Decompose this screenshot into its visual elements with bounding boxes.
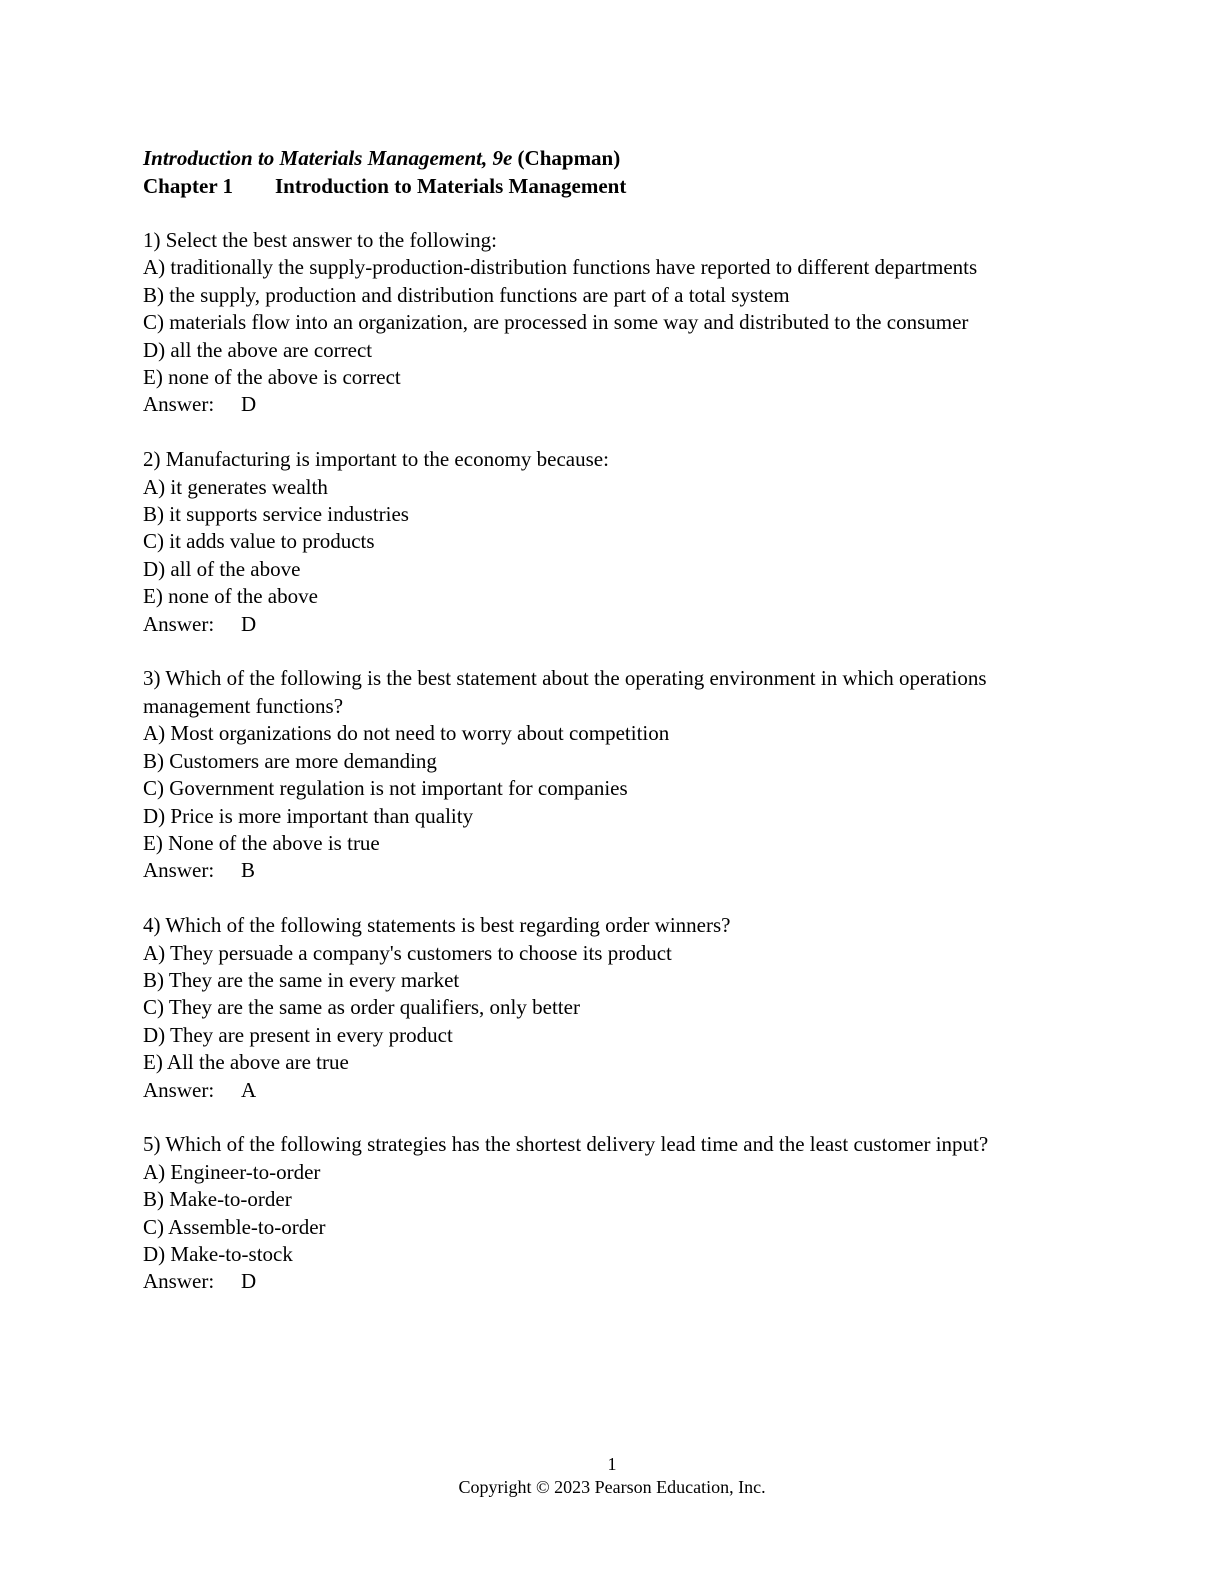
option-b: B) Customers are more demanding xyxy=(143,748,437,773)
question-1 xyxy=(143,227,1083,419)
option-c: C) it adds value to products xyxy=(143,529,375,554)
answer-line xyxy=(143,611,1083,638)
question-4 xyxy=(143,912,1083,1104)
option-a: A) traditionally the supply-production-distribution functions have reported to different departments xyxy=(143,255,978,280)
option-d: D) Make-to-stock xyxy=(143,1241,293,1266)
answer-value: B xyxy=(241,858,256,883)
chapter-heading xyxy=(143,172,1083,200)
option-a: A) Most organizations do not need to worry about competition xyxy=(143,721,670,746)
book-author: (Chapman) xyxy=(517,146,621,170)
option-e: E) None of the above is true xyxy=(143,830,380,855)
answer-value: D xyxy=(241,611,257,636)
chapter-title: Introduction to Materials Management xyxy=(275,174,627,198)
copyright-notice: Copyright © 2023 Pearson Education, Inc. xyxy=(458,1477,766,1497)
question-stem: 4) Which of the following statements is best regarding order winners? xyxy=(143,913,731,938)
question-stem: 2) Manufacturing is important to the economy because: xyxy=(143,447,609,472)
chapter-number: Chapter 1 xyxy=(143,174,234,198)
option-b: B) the supply, production and distribution functions are part of a total system xyxy=(143,282,790,307)
answer-label: Answer: xyxy=(143,858,215,883)
option-b: B) They are the same in every market xyxy=(143,967,460,992)
answer-label: Answer: xyxy=(143,392,215,417)
option-d: D) They are present in every product xyxy=(143,1022,453,1047)
answer-line xyxy=(143,857,1083,884)
question-5 xyxy=(143,1131,1083,1295)
option-b: B) Make-to-order xyxy=(143,1187,292,1212)
option-e: E) All the above are true xyxy=(143,1050,349,1075)
book-title: Introduction to Materials Management, 9e xyxy=(143,146,513,170)
option-e: E) none of the above is correct xyxy=(143,365,401,390)
option-c: C) Assemble-to-order xyxy=(143,1214,326,1239)
option-c: C) Government regulation is not important for companies xyxy=(143,776,628,801)
option-c: C) materials flow into an organization, are processed in some way and distributed to the consumer xyxy=(143,310,969,335)
question-list xyxy=(143,227,1083,1296)
option-d: D) Price is more important than quality xyxy=(143,803,474,828)
question-stem: 3) Which of the following is the best statement about the operating environment in which operations management functions? xyxy=(143,666,987,718)
option-e: E) none of the above xyxy=(143,584,318,609)
option-d: D) all the above are correct xyxy=(143,337,373,362)
answer-line xyxy=(143,1077,1083,1104)
answer-line xyxy=(143,1268,1083,1295)
question-stem: 5) Which of the following strategies has the shortest delivery lead time and the least customer input? xyxy=(143,1132,989,1157)
page-content xyxy=(143,144,1083,1323)
question-stem: 1) Select the best answer to the following: xyxy=(143,228,497,252)
page-number: 1 xyxy=(607,1454,617,1474)
answer-value: D xyxy=(241,392,257,417)
answer-label: Answer: xyxy=(143,611,215,636)
answer-line xyxy=(143,391,1083,418)
option-c: C) They are the same as order qualifiers, only better xyxy=(143,995,580,1020)
answer-value: D xyxy=(241,1269,257,1294)
answer-label: Answer: xyxy=(143,1269,215,1294)
option-a: A) They persuade a company's customers to choose its product xyxy=(143,940,672,965)
option-d: D) all of the above xyxy=(143,556,301,581)
option-b: B) it supports service industries xyxy=(143,502,409,527)
question-2 xyxy=(143,446,1083,638)
question-3 xyxy=(143,665,1083,884)
option-a: A) it generates wealth xyxy=(143,474,328,499)
answer-label: Answer: xyxy=(143,1077,215,1102)
option-a: A) Engineer-to-order xyxy=(143,1159,321,1184)
answer-value: A xyxy=(241,1077,257,1102)
document-title xyxy=(143,144,1083,172)
